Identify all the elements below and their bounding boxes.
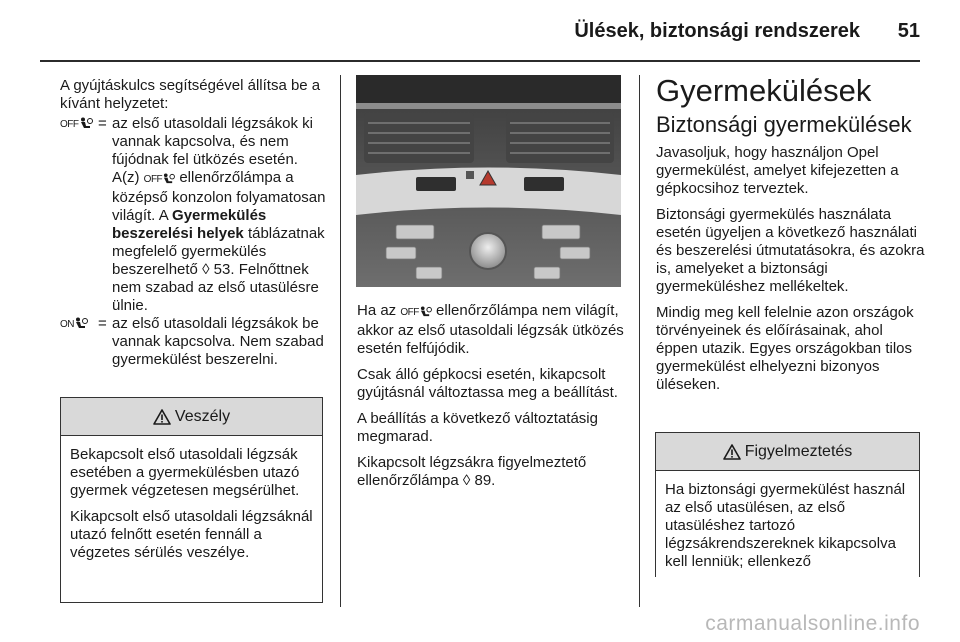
warning-box: [655, 432, 920, 577]
intro-text: A gyújtáskulcs segítségével állítsa be a kívánt helyzetet:: [60, 77, 321, 112]
right-column: [656, 74, 926, 402]
danger-box: [60, 397, 323, 603]
lamp-off-paragraph: Ha az OFF ellenőrzőlámpa nem világít, akkor az első utasoldali légzsák ütközés esetén felfújódik.: [357, 302, 624, 357]
option-off-text: az első utasoldali légzsákok ki vannak kapcsolva, és nem fújódnak fel ütközés esetén. A(z) OFF ellenőrzőlámpa a középső konzolon folyamatosan világít. A Gyermekülés beszerelési helyek táblázatnak megfelelő gyermekülés beszerelhető ◊ 53. Felnőttnek nem szabad az első utasülésre ülnie.: [112, 115, 326, 314]
header-rule: [40, 60, 920, 62]
center-console-airbag-lamp-photo: [356, 75, 621, 287]
danger-box-title: Veszély: [174, 407, 231, 425]
option-off-row: OFF = az első utasoldali légzsákok ki vannak kapcsolva, és nem fújódnak fel ütközés esetén. A(z) OFF ellenőrzőlámpa a középső konzolon folyamatosan világít. A Gyermekülés beszerelési helyek táblázatnak megfelelő gyermekülés beszerelhető ◊ 53. Felnőttnek nem szabad az első utasülésre ülnie.: [60, 115, 326, 314]
option-on-text: az első utasoldali légzsákok be vannak kapcsolva. Nem szabad gyermekülést beszerelni.: [112, 315, 324, 368]
recommend-paragraph: Javasoljuk, hogy használjon Opel gyermekülést, amelyet kifejezetten a gépkocsihoz terveztek.: [656, 144, 899, 197]
instructions-paragraph: Biztonsági gyermekülés használata esetén ügyeljen a következő használati és beszerelési útmutatásokra, és azokra is, amelyeket a biztonsági gyermeküléshez mellékeltek.: [656, 206, 925, 295]
section-heading: Gyermekülések: [656, 73, 872, 108]
column-divider: [639, 75, 640, 607]
page-number: 51: [897, 20, 920, 42]
warning-box-title: Figyelmeztetés: [744, 442, 853, 460]
warning-lamp-reference-paragraph: Kikapcsolt légzsákra figyelmeztető ellenőrzőlámpa ◊ 89.: [357, 454, 587, 489]
left-column: [60, 77, 326, 369]
watermark: carmanualsonline.info: [705, 612, 920, 635]
warning-box-body: Ha biztonsági gyermekülést használ az első utasülésen, az első utasüléshez tartozó légzsákrendszereknek kikapcsolva kell lenniük; ellenkező: [665, 481, 906, 570]
regulations-paragraph: Mindig meg kell felelnie azon országok törvényeinek és előírásainak, ahol éppen utazik. Egyes országokban tilos gyermekülést elhelyezni bizonyos üléseken.: [656, 304, 914, 393]
danger-box-body: Bekapcsolt első utasoldali légzsák esetében a gyermekülésben utazó gyermek végzetesen megsérülhet. Kikapcsolt első utasoldali légzsáknál utazó felnőtt esetén fennáll a végzetes sérülés veszélye.: [70, 446, 313, 561]
change-setting-paragraph: Csak álló gépkocsi esetén, kikapcsolt gyújtásnál változtassa meg a beállítást.: [357, 366, 618, 401]
reference-arrow-icon: ◊: [462, 472, 471, 489]
reference-arrow-icon: ◊: [202, 261, 210, 278]
cross-reference-bold: Gyermekülés beszerelési helyek: [112, 207, 267, 242]
warning-box-header: [656, 433, 919, 471]
subsection-heading: Biztonsági gyermekülések: [656, 112, 912, 137]
setting-persists-paragraph: A beállítás a következő változtatásig megmarad.: [357, 410, 598, 445]
page-header-title: Ülések, biztonsági rendszerek: [574, 20, 860, 42]
airbag-off-icon: OFF: [400, 307, 432, 318]
airbag-off-icon: OFF: [60, 115, 98, 315]
airbag-on-icon: ON: [60, 315, 98, 369]
option-on-row: ON = az első utasoldali légzsákok be vannak kapcsolva. Nem szabad gyermekülést beszerelni.: [60, 315, 326, 369]
danger-box-header: [61, 398, 322, 436]
middle-column: [357, 302, 632, 498]
warning-triangle-icon: [723, 444, 741, 460]
column-divider: [340, 75, 341, 607]
airbag-off-icon: OFF: [144, 174, 176, 185]
warning-triangle-icon: [153, 409, 171, 425]
